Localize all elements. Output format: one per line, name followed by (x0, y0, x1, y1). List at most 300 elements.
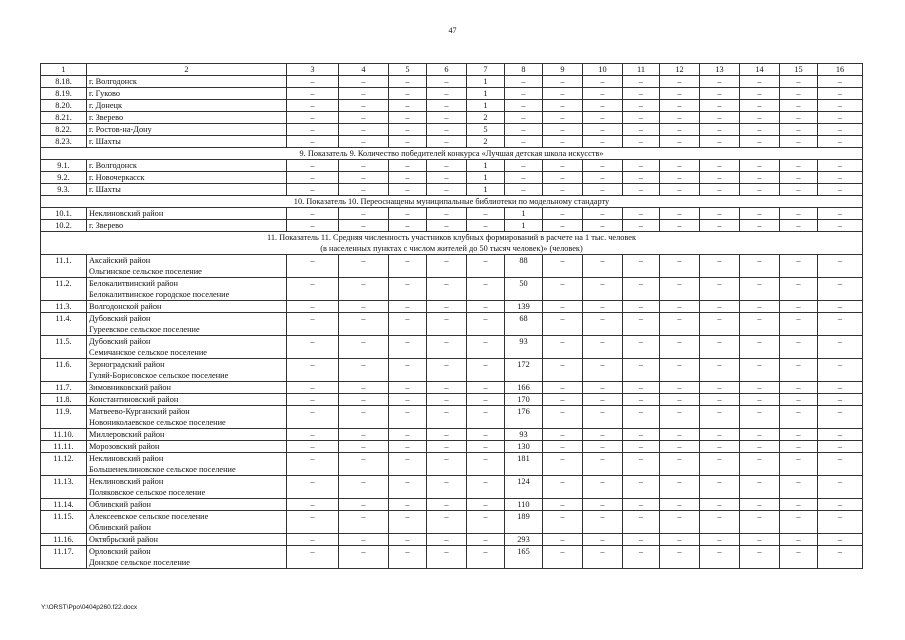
row-number: 11.11. (41, 441, 87, 453)
value-cell: – (740, 112, 780, 124)
value-cell: – (583, 220, 623, 232)
territory-name (87, 394, 287, 406)
value-cell: – (427, 394, 467, 406)
territory-name-line: Донское сельское поселение (89, 558, 190, 567)
value-cell: – (700, 394, 740, 406)
table-row (41, 394, 863, 406)
territory-name-line: Белокалитвинский район (89, 279, 178, 288)
value-cell: – (467, 453, 505, 476)
value-cell: – (700, 429, 740, 441)
value-cell: – (660, 184, 700, 196)
value-cell: – (287, 534, 339, 546)
value-cell: – (740, 406, 780, 429)
value-cell: – (583, 136, 623, 148)
column-number-header: 13 (700, 64, 740, 76)
territory-name (87, 406, 287, 429)
row-number: 11.6. (41, 359, 87, 382)
value-cell: – (287, 278, 339, 301)
value-cell: – (700, 511, 740, 534)
value-cell: – (780, 359, 818, 382)
value-cell: – (427, 278, 467, 301)
value-cell: – (339, 394, 389, 406)
territory-name-line: Поляковское сельское поселение (89, 488, 206, 497)
value-cell: – (427, 546, 467, 569)
column-number-header: 11 (623, 64, 660, 76)
value-cell: – (780, 499, 818, 511)
value-cell: – (660, 255, 700, 278)
value-cell: – (740, 534, 780, 546)
value-cell: – (623, 184, 660, 196)
value-cell: – (660, 100, 700, 112)
column-number-header: 1 (41, 64, 87, 76)
value-cell: – (780, 382, 818, 394)
value-cell: – (339, 546, 389, 569)
value-cell: – (467, 382, 505, 394)
territory-name-line: г. Шахты (89, 185, 121, 194)
value-cell: – (505, 100, 543, 112)
value-cell: – (389, 406, 427, 429)
value-cell: – (339, 476, 389, 499)
column-number-header: 7 (467, 64, 505, 76)
value-cell: – (427, 160, 467, 172)
row-number: 11.7. (41, 382, 87, 394)
territory-name-line: Гуляй-Борисовское сельское поселение (89, 371, 229, 380)
territory-name (87, 255, 287, 278)
value-cell: – (660, 112, 700, 124)
value-cell: – (818, 136, 863, 148)
value-cell: – (287, 184, 339, 196)
territory-name-line: Белокалитвинское городское поселение (89, 290, 230, 299)
table-row (41, 278, 863, 301)
value-cell: – (623, 160, 660, 172)
value-cell: – (339, 534, 389, 546)
value-cell: – (623, 124, 660, 136)
value-cell: – (467, 255, 505, 278)
value-cell: – (700, 476, 740, 499)
value-cell: – (287, 160, 339, 172)
value-cell: – (427, 359, 467, 382)
value-cell: – (543, 499, 583, 511)
value-cell: – (740, 511, 780, 534)
value-cell: – (660, 208, 700, 220)
column-number-header: 2 (87, 64, 287, 76)
value-cell: – (623, 453, 660, 476)
value-cell: – (467, 394, 505, 406)
value-cell: – (583, 100, 623, 112)
row-number: 9.3. (41, 184, 87, 196)
value-cell: – (623, 359, 660, 382)
value-cell: – (389, 160, 427, 172)
territory-name (87, 112, 287, 124)
value-cell: – (427, 406, 467, 429)
value-cell: – (389, 476, 427, 499)
column-number-header: 6 (427, 64, 467, 76)
value-cell: – (389, 499, 427, 511)
value-cell: – (818, 546, 863, 569)
table-row (41, 511, 863, 534)
value-cell: – (740, 136, 780, 148)
value-cell: – (623, 136, 660, 148)
value-cell: – (818, 220, 863, 232)
value-cell: – (543, 476, 583, 499)
value-cell: – (543, 255, 583, 278)
value-cell: – (818, 100, 863, 112)
value-cell: – (505, 112, 543, 124)
data-table (40, 63, 863, 569)
table-row (41, 429, 863, 441)
territory-name (87, 382, 287, 394)
table-row (41, 208, 863, 220)
value-cell: – (818, 359, 863, 382)
value-cell: – (818, 499, 863, 511)
value-cell: – (583, 382, 623, 394)
table-row (41, 534, 863, 546)
value-cell: – (543, 441, 583, 453)
value-cell: – (818, 441, 863, 453)
value-cell: – (780, 429, 818, 441)
value-cell: – (660, 394, 700, 406)
value-cell: – (543, 88, 583, 100)
value-cell: – (818, 534, 863, 546)
value-cell: – (287, 220, 339, 232)
value-cell: – (389, 136, 427, 148)
value-cell: – (623, 208, 660, 220)
table-header-row (41, 64, 863, 76)
value-cell: – (339, 136, 389, 148)
section-title-line: 10. Показатель 10. Переоснащены муниципальные библиотеки по модельному стандарту (293, 197, 610, 206)
value-cell: – (740, 301, 780, 313)
value-cell: – (287, 208, 339, 220)
territory-name-line: Дубовский район (89, 314, 151, 323)
value-cell: – (287, 406, 339, 429)
table-row (41, 301, 863, 313)
value-cell: – (389, 511, 427, 534)
value-cell: – (389, 124, 427, 136)
value-cell: – (389, 172, 427, 184)
row-number: 11.14. (41, 499, 87, 511)
table-row (41, 336, 863, 359)
value-cell: – (287, 546, 339, 569)
value-cell: – (427, 476, 467, 499)
value-cell: – (427, 124, 467, 136)
value-cell: – (339, 453, 389, 476)
value-cell: – (543, 278, 583, 301)
territory-name (87, 278, 287, 301)
value-cell: – (583, 208, 623, 220)
value-cell: – (660, 499, 700, 511)
value-cell: – (818, 382, 863, 394)
value-cell: – (467, 511, 505, 534)
row-number: 8.20. (41, 100, 87, 112)
value-cell: – (583, 255, 623, 278)
value-cell: – (543, 394, 583, 406)
row-number: 11.13. (41, 476, 87, 499)
value-cell: – (740, 208, 780, 220)
value-cell: – (287, 88, 339, 100)
value-cell: 170 (505, 394, 543, 406)
value-cell: – (740, 453, 780, 476)
row-number: 11.2. (41, 278, 87, 301)
value-cell: – (740, 476, 780, 499)
value-cell: 2 (467, 112, 505, 124)
value-cell: – (818, 394, 863, 406)
value-cell: – (505, 184, 543, 196)
value-cell: – (467, 208, 505, 220)
value-cell: – (543, 429, 583, 441)
section-header-row (41, 196, 863, 208)
value-cell: – (660, 220, 700, 232)
value-cell: – (623, 88, 660, 100)
row-number: 8.21. (41, 112, 87, 124)
value-cell: – (740, 76, 780, 88)
table-row (41, 220, 863, 232)
value-cell: – (740, 184, 780, 196)
value-cell: – (818, 88, 863, 100)
value-cell: – (389, 453, 427, 476)
value-cell: – (780, 136, 818, 148)
value-cell: – (818, 429, 863, 441)
table-row (41, 88, 863, 100)
value-cell: – (583, 160, 623, 172)
value-cell: – (700, 534, 740, 546)
territory-name-line: г. Зверево (89, 221, 124, 230)
value-cell: – (467, 301, 505, 313)
value-cell: – (780, 441, 818, 453)
table-row (41, 382, 863, 394)
value-cell: – (780, 100, 818, 112)
value-cell: – (780, 511, 818, 534)
row-number: 11.3. (41, 301, 87, 313)
value-cell: – (740, 124, 780, 136)
value-cell: 189 (505, 511, 543, 534)
territory-name-line: г. Донецк (89, 101, 123, 110)
territory-name-line: г. Зверево (89, 113, 124, 122)
territory-name (87, 88, 287, 100)
value-cell: – (427, 88, 467, 100)
value-cell: 130 (505, 441, 543, 453)
value-cell: 293 (505, 534, 543, 546)
territory-name (87, 220, 287, 232)
value-cell: – (740, 336, 780, 359)
value-cell: – (740, 100, 780, 112)
value-cell: – (818, 112, 863, 124)
column-number-header: 9 (543, 64, 583, 76)
value-cell: – (467, 441, 505, 453)
value-cell: – (623, 112, 660, 124)
value-cell: – (700, 255, 740, 278)
value-cell: – (583, 301, 623, 313)
value-cell: – (660, 88, 700, 100)
table-row (41, 359, 863, 382)
value-cell: – (339, 313, 389, 336)
territory-name-line: Новониколаевское сельское поселение (89, 418, 226, 427)
value-cell: – (623, 499, 660, 511)
value-cell: – (427, 301, 467, 313)
value-cell: – (700, 100, 740, 112)
value-cell: – (818, 313, 863, 336)
value-cell: – (740, 172, 780, 184)
value-cell: – (389, 301, 427, 313)
value-cell: – (740, 382, 780, 394)
row-number: 8.18. (41, 76, 87, 88)
territory-name (87, 429, 287, 441)
section-title-line: 9. Показатель 9. Количество победителей конкурса «Лучшая детская школа искусств» (299, 149, 604, 158)
value-cell: – (780, 476, 818, 499)
territory-name (87, 124, 287, 136)
value-cell: – (339, 88, 389, 100)
value-cell: 1 (467, 100, 505, 112)
table-row (41, 476, 863, 499)
value-cell: – (287, 336, 339, 359)
value-cell: 172 (505, 359, 543, 382)
value-cell: – (287, 453, 339, 476)
table-row (41, 172, 863, 184)
value-cell: – (700, 112, 740, 124)
value-cell: – (583, 394, 623, 406)
table-row (41, 76, 863, 88)
value-cell: – (700, 453, 740, 476)
value-cell: – (287, 441, 339, 453)
value-cell: – (740, 394, 780, 406)
value-cell: – (339, 278, 389, 301)
value-cell: – (623, 100, 660, 112)
column-number-header: 14 (740, 64, 780, 76)
value-cell: – (339, 124, 389, 136)
value-cell: – (780, 336, 818, 359)
value-cell: – (543, 336, 583, 359)
value-cell: – (467, 406, 505, 429)
value-cell: – (660, 336, 700, 359)
territory-name (87, 453, 287, 476)
value-cell: – (740, 220, 780, 232)
territory-name-line: Зерноградский район (89, 360, 165, 369)
value-cell: – (740, 441, 780, 453)
row-number: 11.5. (41, 336, 87, 359)
table-row (41, 184, 863, 196)
value-cell: – (740, 278, 780, 301)
value-cell: – (740, 429, 780, 441)
territory-name-line: Алексеевское сельское поселение (89, 512, 209, 521)
value-cell: – (623, 546, 660, 569)
value-cell: 181 (505, 453, 543, 476)
value-cell: 1 (467, 160, 505, 172)
row-number: 9.1. (41, 160, 87, 172)
territory-name (87, 301, 287, 313)
value-cell: – (583, 476, 623, 499)
value-cell: – (339, 76, 389, 88)
section-title (41, 196, 863, 208)
value-cell: – (427, 208, 467, 220)
value-cell: 110 (505, 499, 543, 511)
value-cell: – (467, 336, 505, 359)
value-cell: – (287, 394, 339, 406)
row-number: 11.10. (41, 429, 87, 441)
value-cell: – (505, 88, 543, 100)
column-number-header: 12 (660, 64, 700, 76)
value-cell: – (389, 546, 427, 569)
value-cell: – (287, 429, 339, 441)
value-cell: – (389, 336, 427, 359)
value-cell: – (543, 172, 583, 184)
section-header-row (41, 232, 863, 255)
value-cell: – (467, 429, 505, 441)
value-cell: – (780, 220, 818, 232)
territory-name (87, 100, 287, 112)
value-cell: – (467, 359, 505, 382)
value-cell: – (287, 382, 339, 394)
value-cell: – (389, 429, 427, 441)
value-cell: – (818, 160, 863, 172)
value-cell: – (623, 255, 660, 278)
value-cell: – (660, 124, 700, 136)
value-cell: – (427, 136, 467, 148)
value-cell: – (700, 499, 740, 511)
value-cell: – (339, 255, 389, 278)
row-number: 11.4. (41, 313, 87, 336)
row-number: 11.16. (41, 534, 87, 546)
value-cell: – (543, 76, 583, 88)
value-cell: – (287, 499, 339, 511)
value-cell: – (780, 394, 818, 406)
value-cell: – (660, 382, 700, 394)
territory-name (87, 546, 287, 569)
value-cell: – (583, 499, 623, 511)
value-cell: – (287, 136, 339, 148)
value-cell: – (389, 278, 427, 301)
value-cell: – (389, 441, 427, 453)
value-cell: 124 (505, 476, 543, 499)
value-cell: – (543, 534, 583, 546)
value-cell: – (700, 208, 740, 220)
territory-name-line: Неклиновский район (89, 209, 164, 218)
value-cell: – (660, 406, 700, 429)
value-cell: – (339, 172, 389, 184)
value-cell: – (583, 172, 623, 184)
value-cell: – (389, 76, 427, 88)
value-cell: – (543, 546, 583, 569)
table-row (41, 499, 863, 511)
value-cell: – (583, 124, 623, 136)
territory-name-line: Дубовский район (89, 337, 151, 346)
territory-name (87, 76, 287, 88)
value-cell: – (583, 546, 623, 569)
value-cell: – (700, 313, 740, 336)
table-row (41, 453, 863, 476)
value-cell: – (287, 313, 339, 336)
value-cell: – (623, 441, 660, 453)
value-cell: – (389, 112, 427, 124)
table-row (41, 255, 863, 278)
value-cell: – (339, 184, 389, 196)
page-number: 47 (448, 26, 457, 35)
value-cell: – (623, 76, 660, 88)
row-number: 8.19. (41, 88, 87, 100)
table-row (41, 406, 863, 429)
value-cell: – (660, 441, 700, 453)
value-cell: – (660, 476, 700, 499)
value-cell: – (543, 511, 583, 534)
value-cell: – (818, 301, 863, 313)
value-cell: 2 (467, 136, 505, 148)
territory-name-line: Зимовниковский район (89, 383, 171, 392)
value-cell: – (339, 406, 389, 429)
territory-name-line: Обливский район (89, 523, 151, 532)
value-cell: – (623, 429, 660, 441)
value-cell: 93 (505, 336, 543, 359)
value-cell: – (543, 208, 583, 220)
value-cell: – (467, 476, 505, 499)
territory-name (87, 184, 287, 196)
